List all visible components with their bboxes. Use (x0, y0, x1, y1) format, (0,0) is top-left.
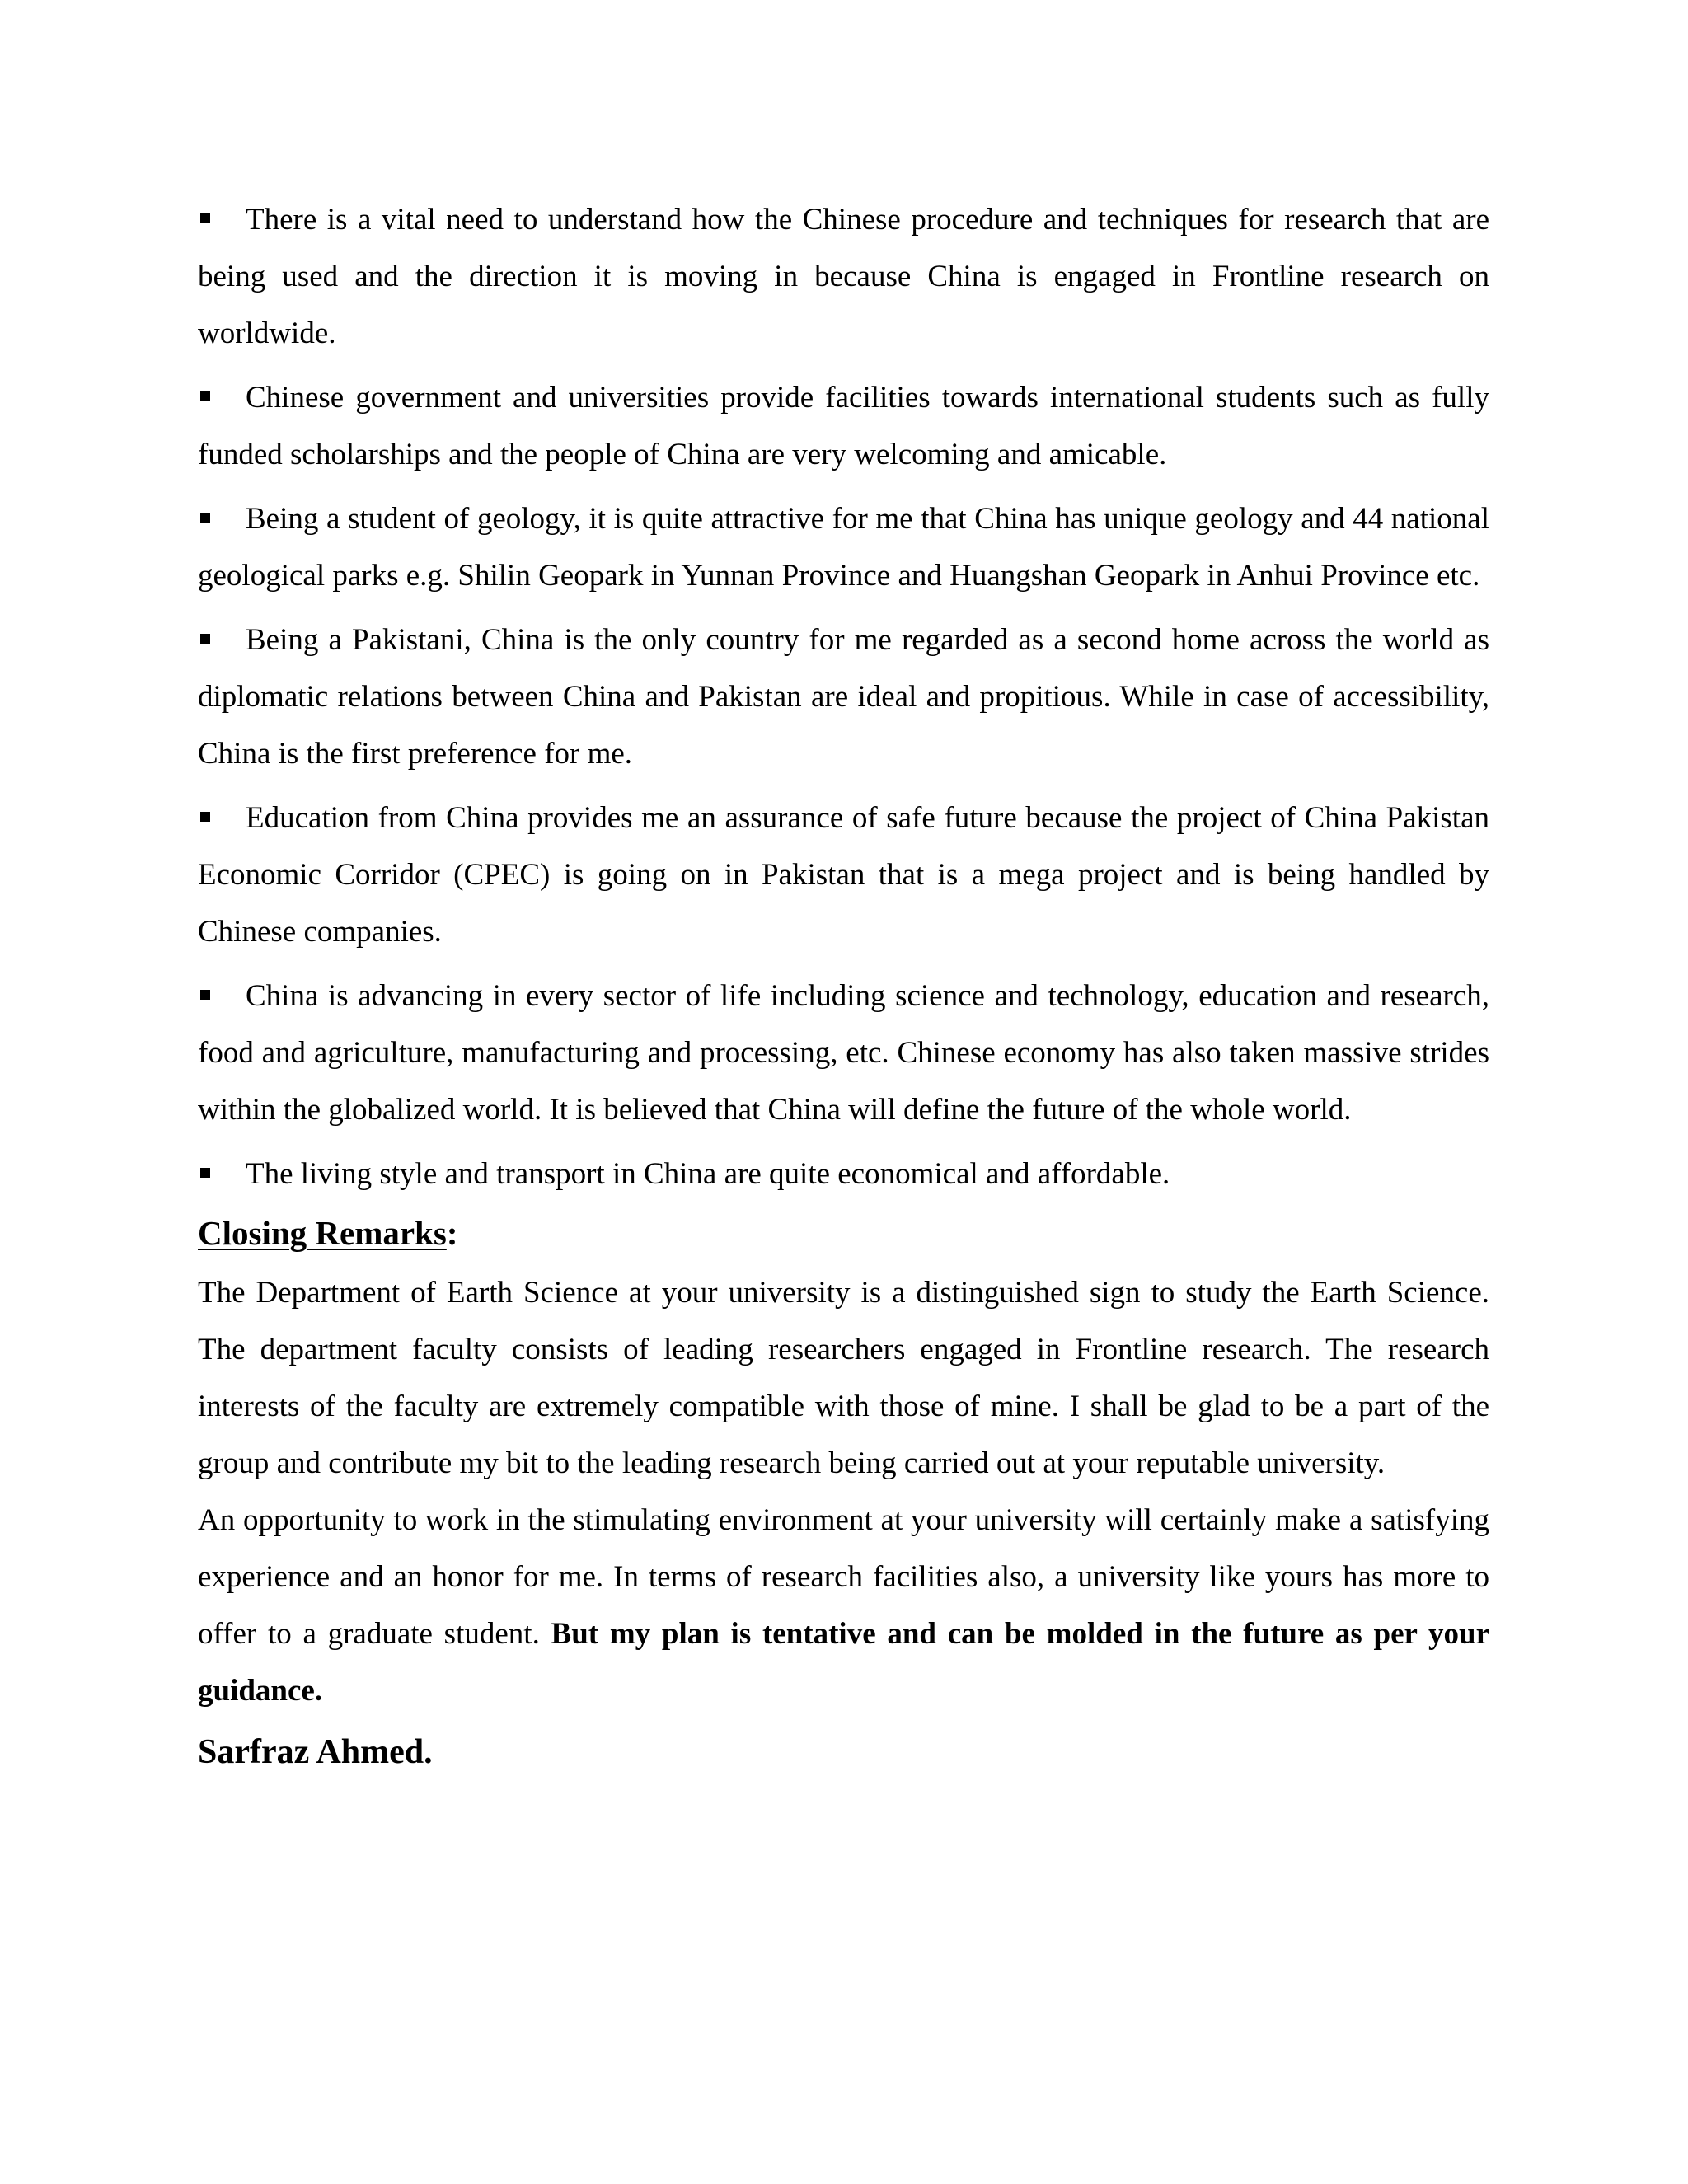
square-bullet-icon (200, 213, 210, 223)
signature: Sarfraz Ahmed. (198, 1733, 433, 1771)
list-item (198, 612, 1489, 782)
closing-paragraph-2 (198, 1492, 1489, 1719)
list-item (198, 369, 1489, 483)
list-item (198, 1146, 1489, 1202)
list-item-text: China is advancing in every sector of life including science and technology, education and research, food and agriculture, manufacturing and processing, etc. Chinese economy has also taken massive strides within the globalized world. It is believed that China will define the future of the whole world. (198, 979, 1489, 1127)
closing-paragraph-1: The Department of Earth Science at your university is a distinguished sign to study the Earth Science. The department faculty consists of leading researchers engaged in Frontline research. The research interests of the faculty are extremely compatible with those of mine. I shall be glad to be a part of the group and contribute my bit to the leading research being carried out at your reputable university. (198, 1276, 1489, 1480)
closing-remarks-colon: : (446, 1214, 458, 1252)
closing-paragraph-2-text: An opportunity to work in the stimulating environment at your university will certainly make a satisfying experience and an honor for me. In terms of research facilities also, a university like yours has more to offer to a graduate student. (198, 1503, 1489, 1651)
list-item-text: Chinese government and universities provide facilities towards international students such as fully funded scholarships and the people of China are very welcoming and amicable. (198, 381, 1489, 471)
reasons-list (198, 191, 1489, 1202)
square-bullet-icon (200, 990, 210, 1000)
square-bullet-icon (200, 391, 210, 401)
square-bullet-icon (200, 1168, 210, 1178)
square-bullet-icon (200, 634, 210, 644)
closing-paragraph-2-emphasis: But my plan is tentative and can be molded in the future as per your guidance. (198, 1617, 1489, 1708)
list-item-text: There is a vital need to understand how the Chinese procedure and techniques for research that are being used and the direction it is moving in because China is engaged in Frontline research on worldwide. (198, 203, 1489, 350)
list-item (198, 191, 1489, 362)
list-item-text: Being a student of geology, it is quite attractive for me that China has unique geology and 44 national geological parks e.g. Shilin Geopark in Yunnan Province and Huangshan Geopark in Anhui Province etc. (198, 502, 1489, 593)
square-bullet-icon (200, 812, 210, 822)
list-item (198, 490, 1489, 604)
document-page (198, 191, 1489, 1777)
square-bullet-icon (200, 513, 210, 523)
closing-remarks-heading (198, 1210, 1489, 1256)
list-item-text: Education from China provides me an assurance of safe future because the project of China Pakistan Economic Corridor (CPEC) is going on in Pakistan that is a mega project and is being handled by Chinese companies. (198, 801, 1489, 949)
list-item-text: Being a Pakistani, China is the only country for me regarded as a second home across the world as diplomatic relations between China and Pakistan are ideal and propitious. While in case of accessibility, China is the first preference for me. (198, 623, 1489, 771)
list-item-text: The living style and transport in China are quite economical and affordable. (246, 1157, 1170, 1191)
list-item (198, 790, 1489, 960)
closing-remarks-title: Closing Remarks (198, 1214, 447, 1252)
list-item (198, 968, 1489, 1138)
